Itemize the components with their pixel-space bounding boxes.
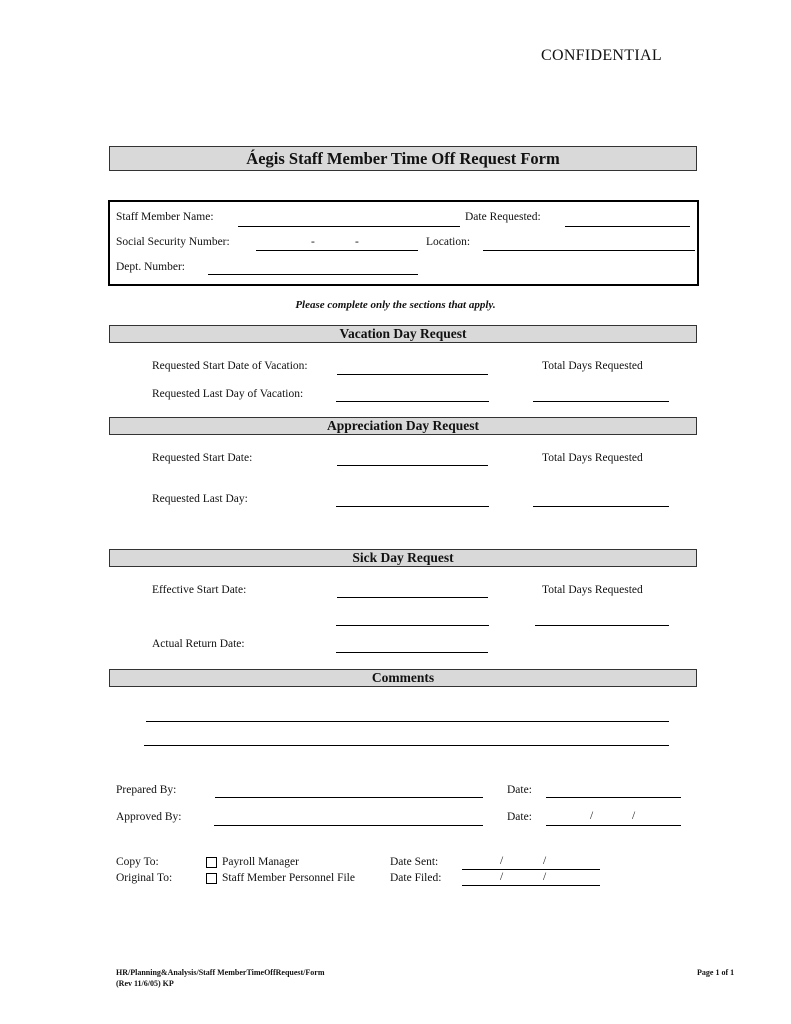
vacation-start-label: Requested Start Date of Vacation: [152, 360, 308, 372]
sick-total-field[interactable] [535, 625, 669, 626]
comments-line-2[interactable] [144, 745, 669, 746]
date-filed-field[interactable] [462, 885, 600, 886]
confidential-label: CONFIDENTIAL [541, 47, 662, 64]
approved-date-label: Date: [507, 811, 532, 823]
form-title: Áegis Staff Member Time Off Request Form [109, 146, 697, 171]
payroll-manager-label: Payroll Manager [222, 856, 299, 868]
date-filed-slash-2: / [543, 871, 547, 883]
date-sent-slash-1: / [500, 855, 504, 867]
appreciation-start-label: Requested Start Date: [152, 452, 253, 464]
ssn-dash-2: - [355, 236, 359, 248]
date-filed-slash-1: / [500, 871, 504, 883]
copy-to-label: Copy To: [116, 856, 159, 868]
footer-revision: (Rev 11/6/05) KP [116, 979, 174, 988]
sick-total-label: Total Days Requested [542, 584, 643, 596]
vacation-section-header: Vacation Day Request [109, 325, 697, 343]
sick-section-header: Sick Day Request [109, 549, 697, 567]
approved-by-label: Approved By: [116, 811, 182, 823]
dept-number-field[interactable] [208, 274, 418, 275]
location-label: Location: [426, 236, 471, 248]
vacation-last-field[interactable] [336, 401, 489, 402]
personnel-file-checkbox[interactable] [206, 873, 217, 884]
personnel-file-label: Staff Member Personnel File [222, 872, 355, 884]
prepared-date-label: Date: [507, 784, 532, 796]
staff-name-field[interactable] [238, 226, 460, 227]
prepared-date-field[interactable] [546, 797, 681, 798]
sick-return-field[interactable] [336, 652, 488, 653]
date-filed-label: Date Filed: [390, 872, 442, 884]
date-requested-field[interactable] [565, 226, 690, 227]
vacation-total-label: Total Days Requested [542, 360, 643, 372]
approved-date-slash-2: / [632, 810, 636, 822]
vacation-total-field[interactable] [533, 401, 669, 402]
staff-name-label: Staff Member Name: [116, 211, 214, 223]
sick-return-label: Actual Return Date: [152, 638, 245, 650]
approved-by-field[interactable] [214, 825, 483, 826]
dept-number-label: Dept. Number: [116, 261, 185, 273]
prepared-by-field[interactable] [215, 797, 483, 798]
prepared-by-label: Prepared By: [116, 784, 177, 796]
ssn-label: Social Security Number: [116, 236, 230, 248]
comments-section-header: Comments [109, 669, 697, 687]
date-sent-field[interactable] [462, 869, 600, 870]
ssn-dash-1: - [311, 236, 315, 248]
footer-path: HR/Planning&Analysis/Staff MemberTimeOffRequest/Form [116, 968, 325, 977]
appreciation-total-field[interactable] [533, 506, 669, 507]
sick-extra-field[interactable] [336, 625, 489, 626]
vacation-last-label: Requested Last Day of Vacation: [152, 388, 304, 400]
approved-date-field[interactable] [546, 825, 681, 826]
sick-start-field[interactable] [337, 597, 488, 598]
date-sent-label: Date Sent: [390, 856, 439, 868]
date-sent-slash-2: / [543, 855, 547, 867]
comments-line-1[interactable] [146, 721, 669, 722]
appreciation-last-label: Requested Last Day: [152, 493, 248, 505]
location-field[interactable] [483, 250, 695, 251]
approved-date-slash-1: / [590, 810, 594, 822]
footer-page-number: Page 1 of 1 [697, 968, 735, 977]
original-to-label: Original To: [116, 872, 173, 884]
appreciation-total-label: Total Days Requested [542, 452, 643, 464]
date-requested-label: Date Requested: [465, 211, 541, 223]
appreciation-last-field[interactable] [336, 506, 489, 507]
appreciation-section-header: Appreciation Day Request [109, 417, 697, 435]
payroll-manager-checkbox[interactable] [206, 857, 217, 868]
sick-start-label: Effective Start Date: [152, 584, 247, 596]
instructions-note: Please complete only the sections that apply. [295, 299, 496, 311]
vacation-start-field[interactable] [337, 374, 488, 375]
appreciation-start-field[interactable] [337, 465, 488, 466]
ssn-field[interactable] [256, 250, 418, 251]
